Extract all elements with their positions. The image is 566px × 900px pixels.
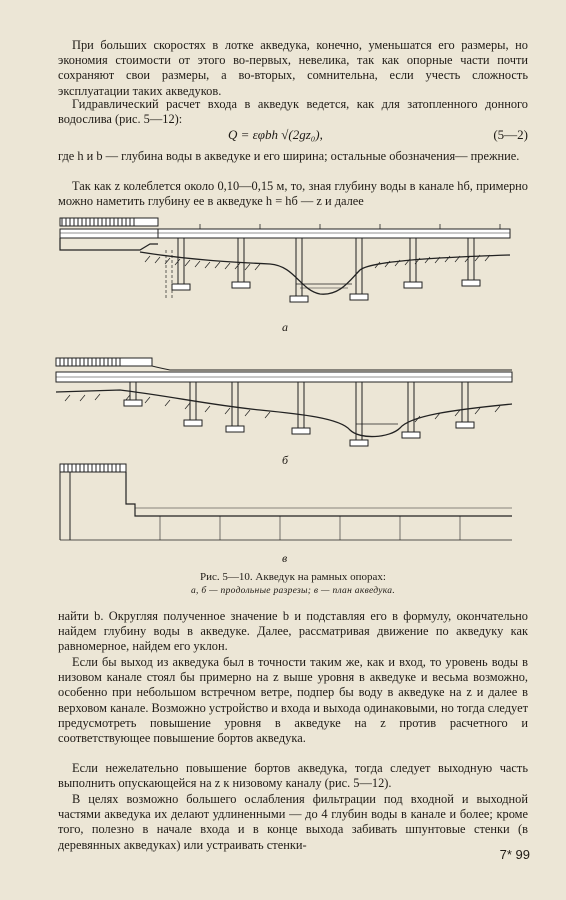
paragraph-8: В целях возможно большего ослабления фильтрации под входной и выходной частями акведука их делают удлиненными — до 4 глубин воды в канале и более; кроме того, полезно в начале входа и в конце выхода забивать шпунтовые стенки (в деревянных акведуках) или устраивать стенки- [58,792,528,852]
paragraph-5: найти b. Округляя полученное значение b и подставляя его в формулу, окончательно найдем глубину воды в акведуке. Далее, рассматривая движение по акведуку как равномерное, найдем его уклон. [58,609,528,654]
formula-text: Q = εφbh √(2gz₀), [228,127,323,142]
figure-caption [58,570,528,598]
page-number: 7* 99 [499,847,530,862]
paragraph-7: Если нежелательно повышение бортов акведука, тогда следует выходную часть выполнить опускающейся на z к низовому каналу (рис. 5—12). [58,761,528,791]
caption-title: Рис. 5—10. Акведук на рамных опорах: [200,571,386,583]
paragraph-6: Если бы выход из акведука был в точности таким же, как и вход, то уровень воды в низовом канале стоял бы примерно на z выше уровня в акведуке и весьма возможно, особенно при небольшом встречном ветре, подпер бы воду в акведуке на z и далее в верховом канале. Возможно устройство и входа и выхода одинаковыми, но тогда следует предусмотреть повышение уровня в акведуке на z против расчетного и соответствующее повышение бортов акведука. [58,655,528,746]
formula-number: (5—2) [493,127,528,142]
section-b-drawing [56,358,512,446]
caption-subtitle: а, б — продольные разрезы; в — план акведука. [190,586,396,596]
plan-c-drawing [60,464,512,540]
paragraph-3: где h и b — глубина воды в акведуке и его ширина; остальные обозначения— прежние. [58,149,520,163]
paragraph-2: Гидравлический расчет входа в акведук ведется, как для затопленного донного водослива (рис. 5—12): [58,97,528,127]
paragraph-4: Так как z колеблется около 0,10—0,15 м, то, зная глубину воды в канале hб, примерно можно наметить глубину ее в акведуке h = hб — z и далее [58,179,528,209]
figure-label-c: в [282,551,288,565]
figure-label-b: б [282,453,289,467]
paragraph-1: При больших скоростях в лотке акведука, конечно, уменьшатся его размеры, но экономия стоимости от этого во-первых, невелика, так как опорные части почти сохраняют свои размеры, а во-вторых, сомнительна, если учесть сложность эксплуатации таких акведуков. [58,38,528,98]
figure-label-a: а [282,320,288,334]
section-a-drawing [60,218,510,302]
